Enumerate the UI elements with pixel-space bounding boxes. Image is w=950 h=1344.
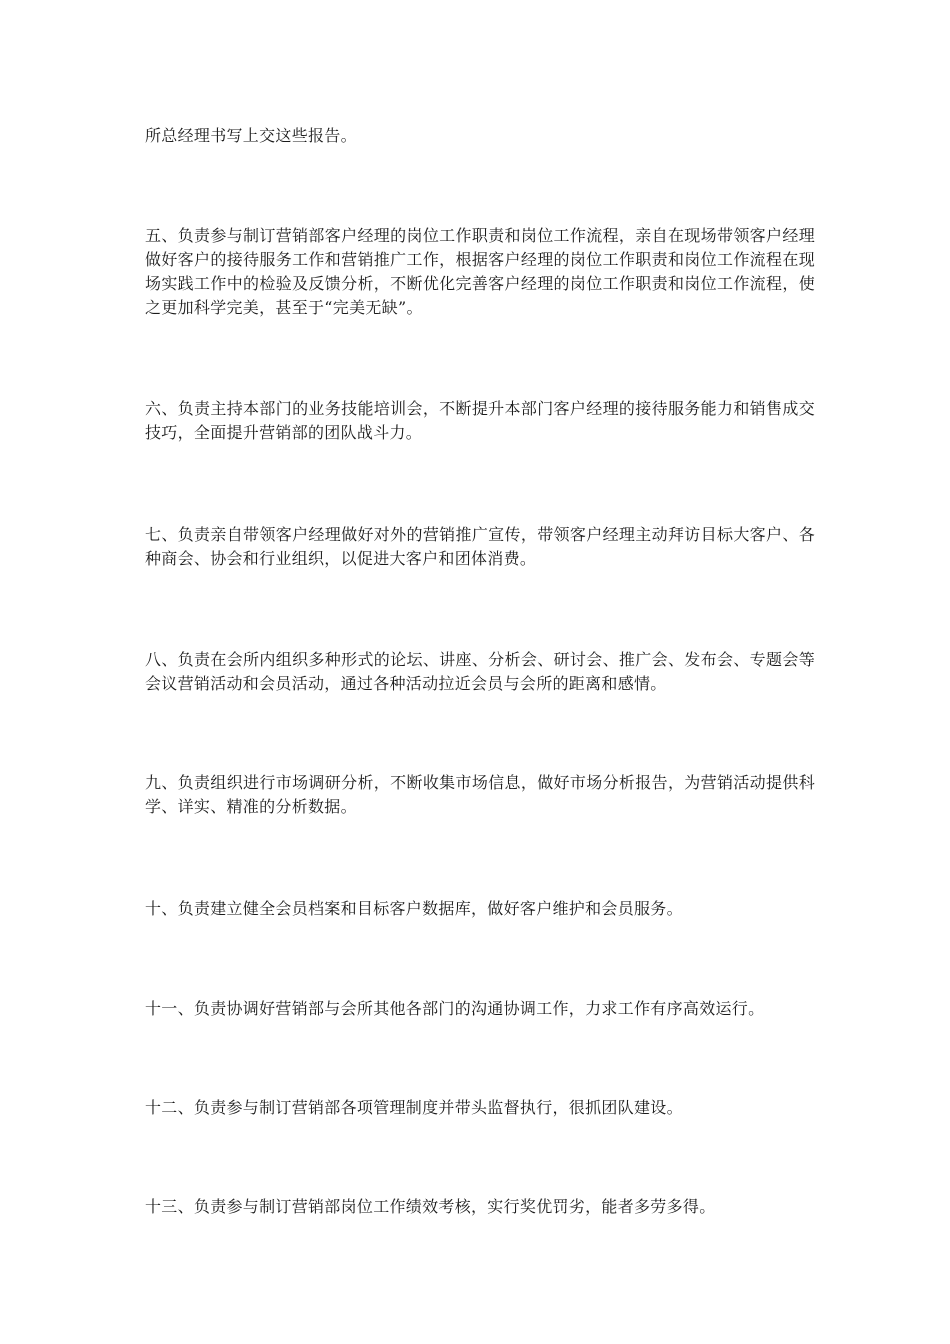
paragraph-item-10: 十、负责建立健全会员档案和目标客户数据库，做好客户维护和会员服务。 [145, 899, 683, 918]
paragraph-item-6: 六、负责主持本部门的业务技能培训会，不断提升本部门客户经理的接待服务能力和销售成交技巧，全面提升营销部的团队战斗力。 [145, 399, 815, 442]
paragraph-item-7: 七、负责亲自带领客户经理做好对外的营销推广宣传，带领客户经理主动拜访目标大客户、各种商会、协会和行业组织，以促进大客户和团体消费。 [145, 525, 815, 568]
paragraph-item-13: 十三、负责参与制订营销部岗位工作绩效考核，实行奖优罚劣，能者多劳多得。 [145, 1197, 716, 1216]
paragraph-item-9: 九、负责组织进行市场调研分析，不断收集市场信息，做好市场分析报告，为营销活动提供科学、详实、精准的分析数据。 [145, 773, 815, 816]
paragraph-item-12: 十二、负责参与制订营销部各项管理制度并带头监督执行，很抓团队建设。 [145, 1098, 683, 1117]
paragraph-item-8: 八、负责在会所内组织多种形式的论坛、讲座、分析会、研讨会、推广会、发布会、专题会等会议营销活动和会员活动，通过各种活动拉近会员与会所的距离和感情。 [145, 650, 815, 693]
paragraph-item-11: 十一、负责协调好营销部与会所其他各部门的沟通协调工作，力求工作有序高效运行。 [145, 999, 765, 1018]
paragraph-item-5: 五、负责参与制订营销部客户经理的岗位工作职责和岗位工作流程，亲自在现场带领客户经理做好客户的接待服务工作和营销推广工作，根据客户经理的岗位工作职责和岗位工作流程在现场实践工作中的检验及反馈分析，不断优化完善客户经理的岗位工作职责和岗位工作流程，使之更加科学完美，甚至于“完美无缺”。 [145, 226, 815, 317]
paragraph-continuation: 所总经理书写上交这些报告。 [145, 126, 357, 145]
